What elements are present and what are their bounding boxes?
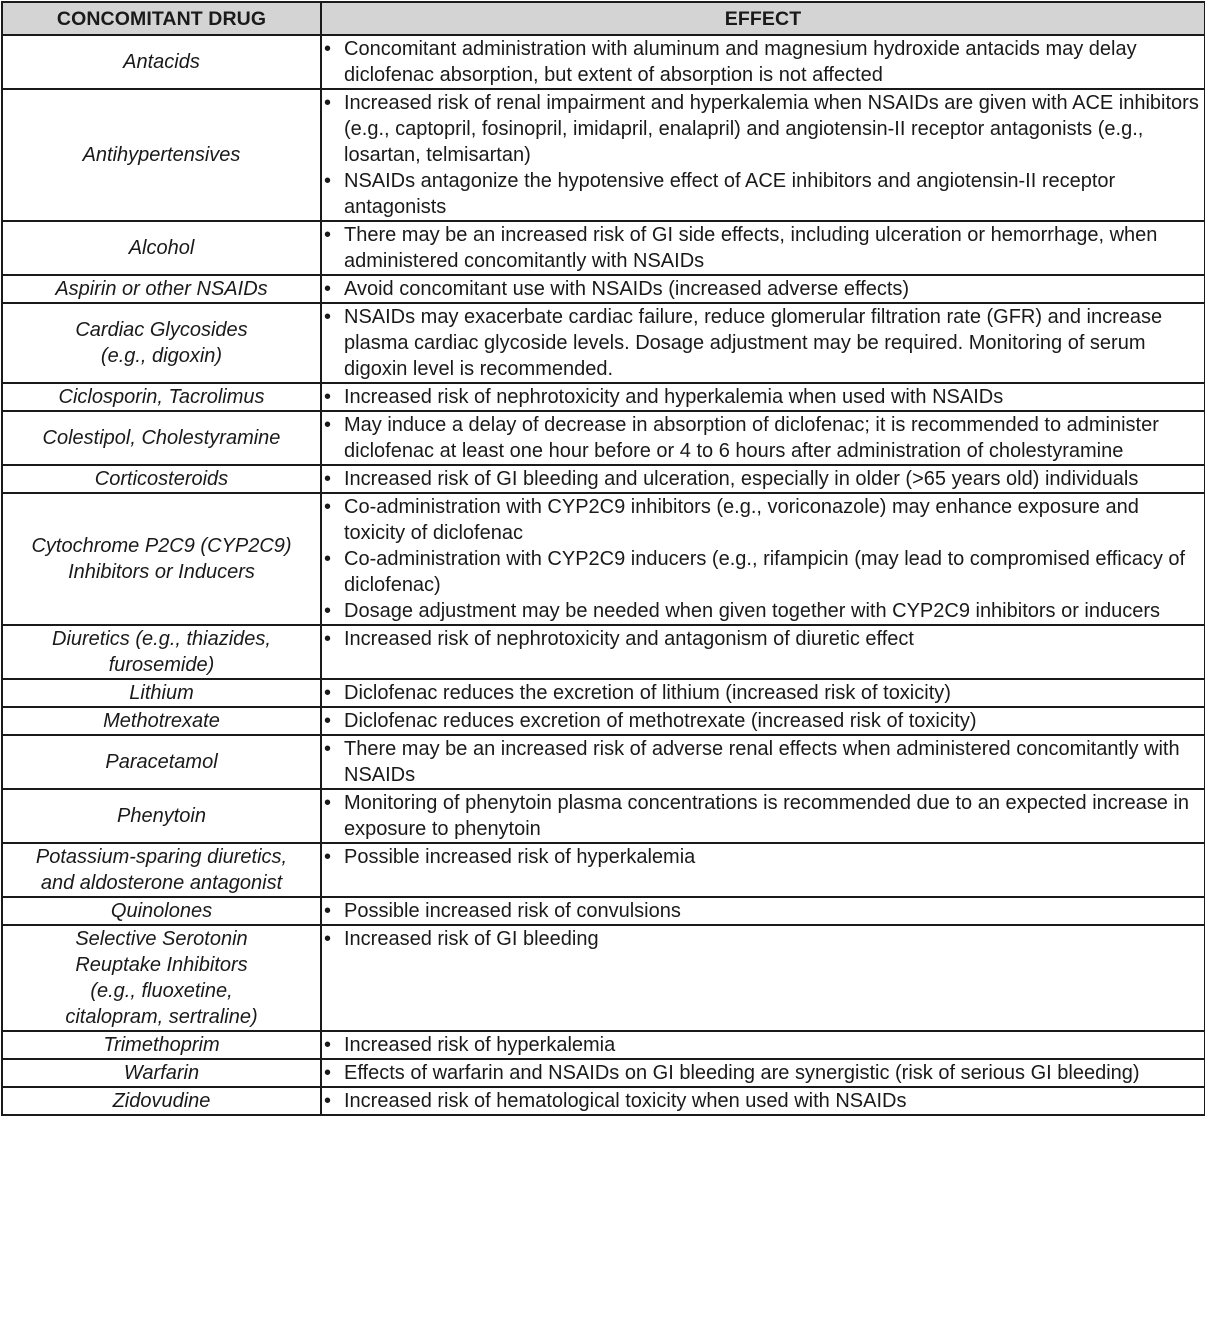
drug-name-line: furosemide) bbox=[108, 654, 215, 676]
effect-list bbox=[322, 626, 1204, 652]
table-row bbox=[2, 493, 1205, 625]
concomitant-drug-cell bbox=[2, 707, 321, 735]
effect-cell bbox=[321, 789, 1205, 843]
effect-text: Co-administration with CYP2C9 inducers (e.g., rifampicin (may lead to compromised efficacy of diclofenac) bbox=[344, 548, 1186, 596]
effect-text: Increased risk of hematological toxicity when used with NSAIDs bbox=[344, 1090, 907, 1112]
effect-cell bbox=[321, 707, 1205, 735]
bullet-icon: • bbox=[324, 928, 332, 950]
effect-list bbox=[322, 1060, 1204, 1086]
effect-list-item bbox=[322, 36, 1204, 88]
effect-list bbox=[322, 384, 1204, 410]
effect-cell bbox=[321, 625, 1205, 679]
drug-name-line: Paracetamol bbox=[105, 751, 218, 773]
concomitant-drug-cell bbox=[2, 925, 321, 1031]
effect-list-item bbox=[322, 1060, 1204, 1086]
bullet-icon: • bbox=[324, 278, 332, 300]
concomitant-drug-cell bbox=[2, 735, 321, 789]
effect-list bbox=[322, 222, 1204, 274]
bullet-icon: • bbox=[324, 496, 332, 518]
concomitant-drug-cell bbox=[2, 843, 321, 897]
effect-list-item bbox=[322, 898, 1204, 924]
table-row bbox=[2, 275, 1205, 303]
table-row bbox=[2, 221, 1205, 275]
table-row bbox=[2, 465, 1205, 493]
drug-name-line: Corticosteroids bbox=[94, 468, 229, 490]
effect-list-item bbox=[322, 708, 1204, 734]
effect-list bbox=[322, 412, 1204, 464]
table-row bbox=[2, 625, 1205, 679]
table-row bbox=[2, 707, 1205, 735]
bullet-icon: • bbox=[324, 738, 332, 760]
drug-name-line: Ciclosporin, Tacrolimus bbox=[58, 386, 265, 408]
concomitant-drug-cell bbox=[2, 625, 321, 679]
bullet-icon: • bbox=[324, 682, 332, 704]
table-row bbox=[2, 35, 1205, 89]
effect-cell bbox=[321, 89, 1205, 221]
effect-text: Increased risk of GI bleeding bbox=[344, 928, 599, 950]
concomitant-drug-cell bbox=[2, 465, 321, 493]
bullet-icon: • bbox=[324, 386, 332, 408]
effect-cell bbox=[321, 411, 1205, 465]
effect-text: Monitoring of phenytoin plasma concentrations is recommended due to an expected increase in exposure to phenytoin bbox=[344, 792, 1189, 840]
table-row bbox=[2, 735, 1205, 789]
effect-list-item bbox=[322, 598, 1204, 624]
bullet-icon: • bbox=[324, 710, 332, 732]
effect-text: Increased risk of renal impairment and hyperkalemia when NSAIDs are given with ACE inhibitors (e.g., captopril, fosinopril, imidapril, enalapril) and angiotensin-II receptor antagonists (e.g., losartan, telmisartan) bbox=[344, 92, 1199, 166]
effect-list-item bbox=[322, 1088, 1204, 1114]
drug-name-line: Selective Serotonin bbox=[75, 928, 248, 950]
bullet-icon: • bbox=[324, 170, 332, 192]
effect-list bbox=[322, 276, 1204, 302]
effect-cell bbox=[321, 843, 1205, 897]
effect-list bbox=[322, 680, 1204, 706]
bullet-icon: • bbox=[324, 628, 332, 650]
drug-name-line: Methotrexate bbox=[103, 710, 220, 732]
bullet-icon: • bbox=[324, 1090, 332, 1112]
effect-list-item bbox=[322, 90, 1204, 168]
bullet-icon: • bbox=[324, 414, 332, 436]
effect-list bbox=[322, 466, 1204, 492]
effect-list bbox=[322, 708, 1204, 734]
effect-list bbox=[322, 1032, 1204, 1058]
concomitant-drug-cell bbox=[2, 1059, 321, 1087]
effect-cell bbox=[321, 383, 1205, 411]
effect-list-item bbox=[322, 304, 1204, 382]
bullet-icon: • bbox=[324, 468, 332, 490]
bullet-icon: • bbox=[324, 306, 332, 328]
drug-name-line: Warfarin bbox=[123, 1062, 200, 1084]
effect-cell bbox=[321, 679, 1205, 707]
effect-list-item bbox=[322, 494, 1204, 546]
concomitant-drug-cell bbox=[2, 789, 321, 843]
effect-list bbox=[322, 790, 1204, 842]
effect-text: Effects of warfarin and NSAIDs on GI bleeding are synergistic (risk of serious GI bleeding) bbox=[344, 1062, 1140, 1084]
table-row bbox=[2, 1059, 1205, 1087]
drug-name-line: Inhibitors or Inducers bbox=[68, 561, 255, 583]
effect-list-item bbox=[322, 926, 1204, 952]
concomitant-drug-cell bbox=[2, 383, 321, 411]
bullet-icon: • bbox=[324, 548, 332, 570]
effect-text: NSAIDs antagonize the hypotensive effect of ACE inhibitors and angiotensin-II receptor antagonists bbox=[344, 170, 1116, 218]
effect-text: Dosage adjustment may be needed when given together with CYP2C9 inhibitors or inducers bbox=[344, 600, 1161, 622]
concomitant-drug-cell bbox=[2, 1087, 321, 1115]
effect-list bbox=[322, 1088, 1204, 1114]
effect-list-item bbox=[322, 844, 1204, 870]
effect-cell bbox=[321, 465, 1205, 493]
bullet-icon: • bbox=[324, 900, 332, 922]
drug-name-line: Colestipol, Cholestyramine bbox=[42, 427, 281, 449]
drug-interactions-table bbox=[1, 1, 1205, 1116]
effect-list-item bbox=[322, 680, 1204, 706]
table-row bbox=[2, 411, 1205, 465]
concomitant-drug-cell bbox=[2, 89, 321, 221]
effect-list-item bbox=[322, 222, 1204, 274]
effect-text: Concomitant administration with aluminum and magnesium hydroxide antacids may delay diclofenac absorption, but extent of absorption is not affected bbox=[344, 38, 1137, 86]
effect-text: Avoid concomitant use with NSAIDs (increased adverse effects) bbox=[344, 278, 910, 300]
table-row bbox=[2, 1087, 1205, 1115]
bullet-icon: • bbox=[324, 792, 332, 814]
effect-text: Possible increased risk of convulsions bbox=[344, 900, 681, 922]
concomitant-drug-cell bbox=[2, 679, 321, 707]
drug-name-line: (e.g., fluoxetine, bbox=[90, 980, 233, 1002]
effect-cell bbox=[321, 1031, 1205, 1059]
concomitant-drug-cell bbox=[2, 303, 321, 383]
effect-list bbox=[322, 36, 1204, 88]
effect-text: NSAIDs may exacerbate cardiac failure, reduce glomerular filtration rate (GFR) and increase plasma cardiac glycoside levels. Dosage adjustment may be required. Monitoring of serum digoxin level is recommended. bbox=[344, 306, 1163, 380]
effect-list-item bbox=[322, 384, 1204, 410]
drug-name-line: Reuptake Inhibitors bbox=[75, 954, 248, 976]
effect-text: Increased risk of GI bleeding and ulceration, especially in older (>65 years old) individuals bbox=[344, 468, 1139, 490]
effect-list bbox=[322, 736, 1204, 788]
effect-list bbox=[322, 926, 1204, 952]
effect-list-item bbox=[322, 736, 1204, 788]
drug-name-line: Phenytoin bbox=[117, 805, 206, 827]
effect-list bbox=[322, 304, 1204, 382]
table-row bbox=[2, 897, 1205, 925]
effect-list-item bbox=[322, 412, 1204, 464]
effect-list-item bbox=[322, 1032, 1204, 1058]
drug-name-line: Quinolones bbox=[110, 900, 213, 922]
effect-text: Diclofenac reduces the excretion of lithium (increased risk of toxicity) bbox=[344, 682, 951, 704]
effect-list-item bbox=[322, 276, 1204, 302]
column-header-effect: EFFECT bbox=[321, 2, 1205, 35]
drug-name-line: Antihypertensives bbox=[82, 144, 241, 166]
concomitant-drug-cell bbox=[2, 1031, 321, 1059]
effect-text: Co-administration with CYP2C9 inhibitors (e.g., voriconazole) may enhance exposure and toxicity of diclofenac bbox=[344, 496, 1139, 544]
effect-list bbox=[322, 844, 1204, 870]
drug-name-line: Alcohol bbox=[128, 237, 195, 259]
header-row bbox=[2, 2, 1205, 35]
table-body bbox=[2, 35, 1205, 1115]
effect-cell bbox=[321, 735, 1205, 789]
column-header-concomitant-drug: CONCOMITANT DRUG bbox=[2, 2, 321, 35]
bullet-icon: • bbox=[324, 846, 332, 868]
concomitant-drug-cell bbox=[2, 275, 321, 303]
drug-name-line: Antacids bbox=[123, 51, 200, 73]
drug-name-line: Potassium-sparing diuretics, bbox=[35, 846, 288, 868]
effect-cell bbox=[321, 493, 1205, 625]
drug-name-line: Zidovudine bbox=[112, 1090, 211, 1112]
bullet-icon: • bbox=[324, 600, 332, 622]
effect-cell bbox=[321, 1087, 1205, 1115]
drug-name-line: Aspirin or other NSAIDs bbox=[55, 278, 268, 300]
bullet-icon: • bbox=[324, 224, 332, 246]
effect-list-item bbox=[322, 168, 1204, 220]
effect-cell bbox=[321, 303, 1205, 383]
drug-name-line: Cytochrome P2C9 (CYP2C9) bbox=[31, 535, 292, 557]
effect-list bbox=[322, 90, 1204, 220]
table-row bbox=[2, 843, 1205, 897]
effect-list-item bbox=[322, 626, 1204, 652]
concomitant-drug-cell bbox=[2, 221, 321, 275]
effect-cell bbox=[321, 35, 1205, 89]
concomitant-drug-cell bbox=[2, 411, 321, 465]
drug-name-line: citalopram, sertraline) bbox=[65, 1006, 258, 1028]
effect-cell bbox=[321, 897, 1205, 925]
bullet-icon: • bbox=[324, 92, 332, 114]
table-row bbox=[2, 1031, 1205, 1059]
effect-list-item bbox=[322, 466, 1204, 492]
table-row bbox=[2, 789, 1205, 843]
concomitant-drug-cell bbox=[2, 35, 321, 89]
drug-name-line: (e.g., digoxin) bbox=[100, 345, 223, 367]
effect-cell bbox=[321, 925, 1205, 1031]
effect-text: Increased risk of hyperkalemia bbox=[344, 1034, 616, 1056]
effect-list-item bbox=[322, 546, 1204, 598]
table-row bbox=[2, 89, 1205, 221]
effect-list bbox=[322, 898, 1204, 924]
table-row bbox=[2, 679, 1205, 707]
table-row bbox=[2, 383, 1205, 411]
drug-name-line: and aldosterone antagonist bbox=[40, 872, 283, 894]
effect-text: Increased risk of nephrotoxicity and antagonism of diuretic effect bbox=[344, 628, 914, 650]
effect-text: There may be an increased risk of adverse renal effects when administered concomitantly with NSAIDs bbox=[344, 738, 1180, 786]
drug-name-line: Trimethoprim bbox=[103, 1034, 220, 1056]
bullet-icon: • bbox=[324, 38, 332, 60]
bullet-icon: • bbox=[324, 1062, 332, 1084]
concomitant-drug-cell bbox=[2, 897, 321, 925]
effect-list-item bbox=[322, 790, 1204, 842]
effect-text: Diclofenac reduces excretion of methotrexate (increased risk of toxicity) bbox=[344, 710, 977, 732]
concomitant-drug-cell bbox=[2, 493, 321, 625]
drug-name-line: Diuretics (e.g., thiazides, bbox=[52, 628, 271, 650]
table-header bbox=[2, 2, 1205, 35]
table-row bbox=[2, 925, 1205, 1031]
effect-text: There may be an increased risk of GI side effects, including ulceration or hemorrhage, when administered concomitantly with NSAIDs bbox=[344, 224, 1158, 272]
bullet-icon: • bbox=[324, 1034, 332, 1056]
drug-name-line: Lithium bbox=[129, 682, 194, 704]
effect-cell bbox=[321, 275, 1205, 303]
effect-cell bbox=[321, 221, 1205, 275]
effect-text: Increased risk of nephrotoxicity and hyperkalemia when used with NSAIDs bbox=[344, 386, 1004, 408]
drug-name-line: Cardiac Glycosides bbox=[75, 319, 248, 341]
effect-cell bbox=[321, 1059, 1205, 1087]
table-row bbox=[2, 303, 1205, 383]
effect-text: May induce a delay of decrease in absorption of diclofenac; it is recommended to administer diclofenac at least one hour before or 4 to 6 hours after administration of cholestyramine bbox=[344, 414, 1159, 462]
effect-text: Possible increased risk of hyperkalemia bbox=[344, 846, 696, 868]
effect-list bbox=[322, 494, 1204, 624]
